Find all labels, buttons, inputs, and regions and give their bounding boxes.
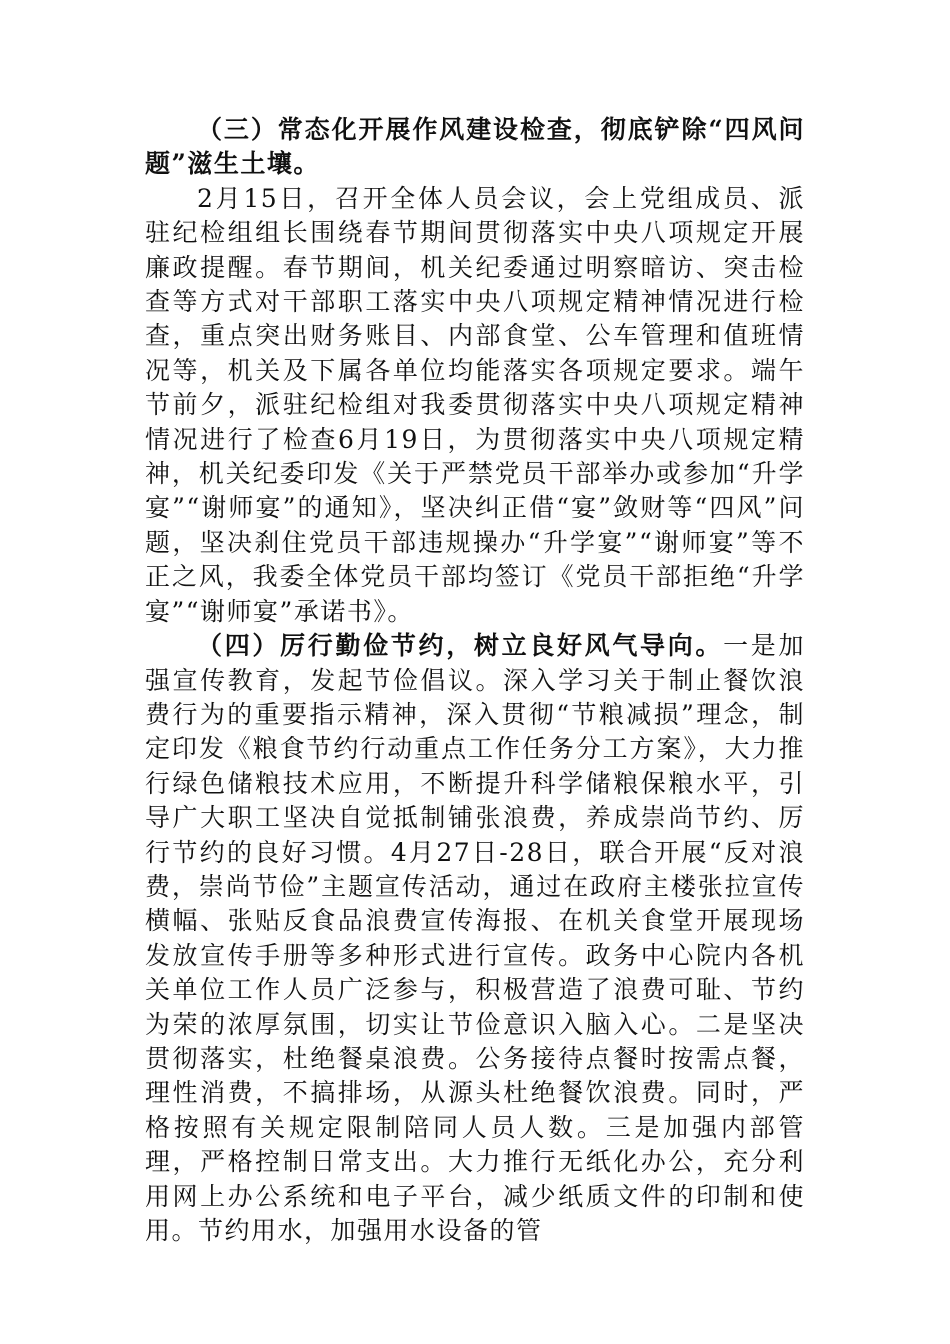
- section-4-paragraph: [145, 629, 805, 1248]
- document-body: [145, 113, 805, 1248]
- section-4-body: 一是加强宣传教育，发起节俭倡议。深入学习关于制止餐饮浪费行为的重要指示精神，深入贯彻“节粮减损”理念，制定印发《粮食节约行动重点工作任务分工方案》，大力推行绿色储粮技术应用，不断提升科学储粮保粮水平，引导广大职工坚决自觉抵制铺张浪费，养成崇尚节约、厉行节约的良好习惯。4月27日-28日，联合开展“反对浪费，崇尚节俭”主题宣传活动，通过在政府主楼张拉宣传横幅、张贴反食品浪费宣传海报、在机关食堂开展现场发放宣传手册等多种形式进行宣传。政务中心院内各机关单位工作人员广泛参与，积极营造了浪费可耻、节约为荣的浓厚氛围，切实让节俭意识入脑入心。二是坚决贯彻落实，杜绝餐桌浪费。公务接待点餐时按需点餐，理性消费，不搞排场，从源头杜绝餐饮浪费。同时，严格按照有关规定限制陪同人员人数。三是加强内部管理，严格控制日常支出。大力推行无纸化办公，充分利用网上办公系统和电子平台，减少纸质文件的印制和使用。节约用水，加强用水设备的管: [145, 631, 805, 1245]
- section-4-heading: （四）厉行勤俭节约，树立良好风气导向。: [197, 631, 724, 661]
- section-3-paragraph: 2月15日，召开全体人员会议，会上党组成员、派驻纪检组组长围绕春节期间贯彻落实中央八项规定开展廉政提醒。春节期间，机关纪委通过明察暗访、突击检查等方式对干部职工落实中央八项规定精神情况进行检查，重点突出财务账目、内部食堂、公车管理和值班情况等，机关及下属各单位均能落实各项规定要求。端午节前夕，派驻纪检组对我委贯彻落实中央八项规定精神情况进行了检查6月19日，为贯彻落实中央八项规定精神，机关纪委印发《关于严禁党员干部举办或参加“升学宴”“谢师宴”的通知》，坚决纠正借“宴”敛财等“四风”问题，坚决刹住党员干部违规操办“升学宴”“谢师宴”等不正之风，我委全体党员干部均签订《党员干部拒绝“升学宴”“谢师宴”承诺书》。: [145, 183, 805, 626]
- section-3-heading: （三）常态化开展作风建设检查，彻底铲除“四风问题”滋生土壤。: [145, 115, 805, 179]
